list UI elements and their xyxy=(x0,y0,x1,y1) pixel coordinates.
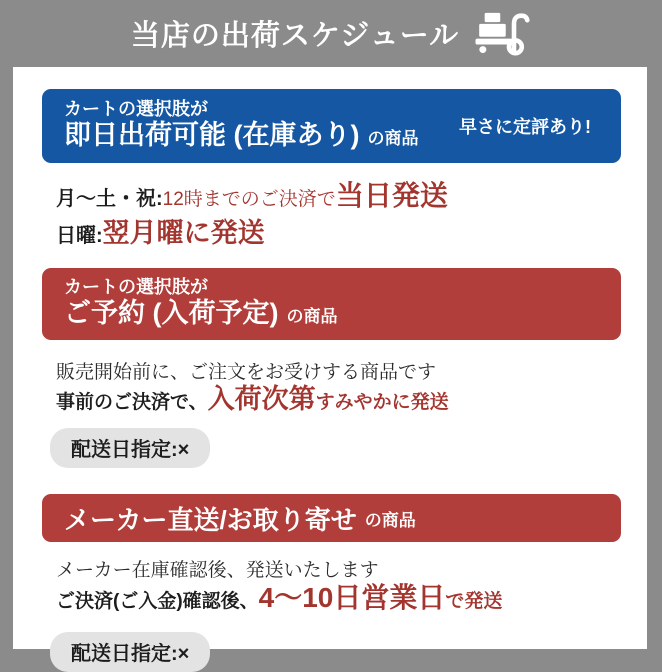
same-day-info xyxy=(56,179,621,254)
sunday-highlight: 翌月曜に発送 xyxy=(102,218,265,248)
banner-suffix: の商品 xyxy=(367,128,419,148)
same-day-banner-text xyxy=(64,98,418,155)
weekday-shipping-line xyxy=(56,179,621,217)
content-panel xyxy=(13,67,647,665)
preorder-label: 事前のご決済で、 xyxy=(56,392,208,413)
preorder-banner-text xyxy=(64,276,337,333)
banner-title: メーカー直送/お取り寄せ xyxy=(64,504,357,535)
banner-eyebrow: カートの選択肢が xyxy=(64,276,208,297)
section-same-day xyxy=(42,89,621,254)
page-title: 当店の出荷スケジュール xyxy=(130,20,460,52)
sunday-shipping-line xyxy=(56,217,621,254)
same-day-banner xyxy=(42,89,621,163)
preorder-banner xyxy=(42,268,621,340)
preorder-tail: すみやかに発送 xyxy=(315,392,449,413)
direct-banner xyxy=(42,494,621,542)
preorder-shipping-line xyxy=(56,386,621,417)
direct-label: ご決済(ご入金)確認後、 xyxy=(56,591,259,612)
weekday-label: 月〜土・祝: xyxy=(56,188,163,210)
section-preorder xyxy=(42,268,621,468)
preorder-description: 販売開始前に、ご注文をお受けする商品です xyxy=(56,362,437,383)
banner-title: ご予約 (入荷予定) xyxy=(64,297,279,328)
sunday-label: 日曜: xyxy=(56,225,103,247)
header-bar xyxy=(0,0,662,67)
banner-eyebrow: カートの選択肢が xyxy=(64,98,208,119)
delivery-date-pill: 配送日指定:× xyxy=(50,632,210,672)
speed-note: 早さに定評あり! xyxy=(459,117,591,137)
direct-description: メーカー在庫確認後、発送いたします xyxy=(56,560,379,581)
weekday-highlight: 当日発送 xyxy=(335,180,448,211)
direct-highlight: 4〜10日営業日 xyxy=(258,582,446,613)
banner-suffix: の商品 xyxy=(364,510,416,530)
banner-main-line xyxy=(64,120,418,155)
hand-truck-icon xyxy=(475,12,531,56)
weekday-condition: 12時までのご決済で xyxy=(162,189,336,210)
section-direct xyxy=(42,494,621,672)
delivery-date-pill: 配送日指定:× xyxy=(50,428,210,468)
direct-tail: で発送 xyxy=(445,591,503,612)
preorder-highlight: 入荷次第 xyxy=(207,384,316,414)
banner-main-line xyxy=(64,298,337,333)
preorder-info xyxy=(56,359,621,417)
direct-shipping-line xyxy=(56,584,621,616)
banner-title: 即日出荷可能 (在庫あり) xyxy=(64,119,360,150)
banner-suffix: の商品 xyxy=(286,306,338,326)
direct-info xyxy=(56,557,621,616)
